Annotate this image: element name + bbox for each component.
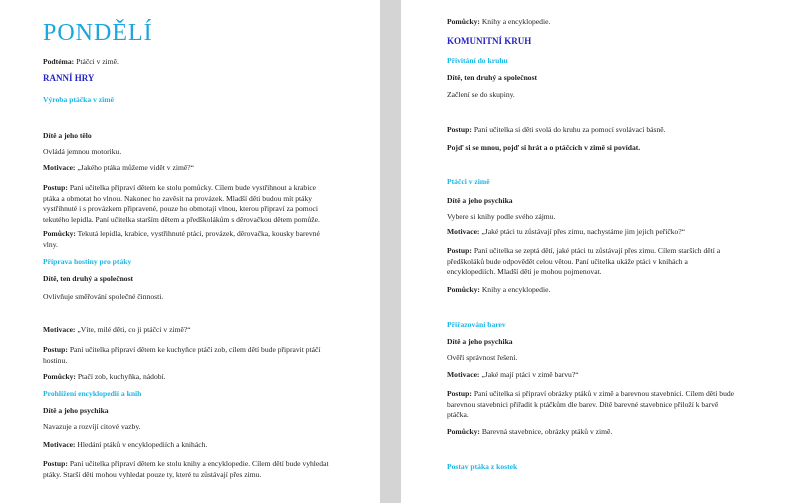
- procedure-line: tekutého lepidla. Paní učitelka starším dětem a předškolákům s děrovačkou dětem pomůže.: [43, 214, 320, 224]
- area-text-invite: Začlení se do skupiny.: [447, 90, 515, 99]
- procedure-label: Postup:: [43, 459, 68, 468]
- circle-poem: Pojď si se mnou, pojď si hrát a o ptáčcích v zimě si povídat.: [447, 143, 641, 152]
- area-text-birds: Vybere si knihy podle svého zájmu.: [447, 212, 556, 221]
- motivation-label: Motivace:: [43, 325, 76, 334]
- document-page-left: [0, 0, 380, 503]
- activity-heading-birds-winter: Ptáčci v zimě: [447, 177, 490, 186]
- procedure-text: Paní učitelka si děti svolá do kruhu za pomocí svolávací básně.: [473, 125, 666, 134]
- activity-heading-encyclopedia: Prohlížení encyklopedií a knih: [43, 389, 142, 398]
- procedure-line: Paní učitelka připraví dětem ke stolu pomůcky. Cílem bude vystřihnout a krabice: [69, 183, 317, 192]
- theme-value: Ptáčci v zimě.: [76, 57, 119, 66]
- activity-heading-colors: Přiřazování barev: [447, 320, 506, 329]
- activity-heading-bird-craft: Výroba ptáčka v zimě: [43, 95, 114, 104]
- aids-line: Tekutá lepidla, krabice, vystřihnuté ptáci, provázek, děrovačka, kousky barevné: [77, 229, 320, 238]
- procedure-line: Paní učitelka se zeptá dětí, jaké ptáci tu zůstávají přes zimu. Cílem starších dětí a: [473, 246, 721, 255]
- procedure-2: [43, 345, 373, 366]
- motivation-text: „Jaké ptáci tu zůstávají přes zimu, nachystáme jim jejich peříčko?“: [481, 227, 686, 236]
- aids-label: Pomůcky:: [447, 427, 480, 436]
- procedure-line: ptáka a obmotat ho vlnou. Nakonec ho zavěsit na provázek. Mladší děti budou mít ptáky: [43, 193, 313, 203]
- aids-top: [447, 17, 550, 28]
- area-heading-psyche-2: Dítě a jeho psychika: [447, 337, 513, 346]
- area-text-psyche: Navazuje a rozvíjí citové vazby.: [43, 422, 141, 431]
- area-heading-psyche: Dítě a jeho psychika: [447, 196, 513, 205]
- aids-text: Barevná stavebnice, obrázky ptáků v zimě.: [481, 427, 613, 436]
- aids-text: Knihy a encyklopedie.: [481, 285, 551, 294]
- motivation-label: Motivace:: [43, 440, 76, 449]
- section-heading-morning: RANNÍ HRY: [43, 73, 95, 83]
- procedure-colors: [447, 389, 787, 421]
- aids-label: Pomůcky:: [447, 17, 480, 26]
- aids-line: vlny.: [43, 239, 58, 249]
- procedure-3: [43, 459, 373, 480]
- procedure-label: Postup:: [43, 183, 68, 192]
- motivation-text: „Jakého ptáka můžeme vidět v zimě?“: [77, 163, 194, 172]
- area-heading-body: Dítě a jeho tělo: [43, 131, 92, 140]
- motivation-birds: [447, 227, 685, 238]
- motivation-3: [43, 440, 207, 451]
- procedure-line: barevnou stavebnici přiřadit k ptáčkům dle barev. Dítě barevné stavebnice přiloží k barvě: [447, 399, 719, 409]
- aids-colors: [447, 427, 612, 438]
- area-text-colors: Ověří správnost řešení.: [447, 353, 518, 362]
- procedure-1: [43, 183, 373, 225]
- motivation-colors: [447, 370, 579, 381]
- motivation-label: Motivace:: [447, 227, 480, 236]
- procedure-line: Paní učitelka připraví dětem ke kuchyňce ptáčí zob, cílem dětí bude připravit ptáčí: [69, 345, 321, 354]
- procedure-invite: [447, 125, 666, 136]
- procedure-line: ptáčka.: [447, 410, 469, 419]
- area-heading-other: Dítě, ten druhý a společnost: [447, 73, 538, 82]
- area-text-body: Ovládá jemnou motoriku.: [43, 147, 122, 156]
- procedure-line: encyklopediích. Mladší děti je mohou pojmenovat.: [447, 267, 602, 276]
- procedure-label: Postup:: [447, 389, 472, 398]
- aids-label: Pomůcky:: [43, 229, 76, 238]
- motivation-label: Motivace:: [43, 163, 76, 172]
- motivation-text: Hledání ptáků v encyklopediích a knihách.: [77, 440, 208, 449]
- motivation-1: [43, 163, 194, 174]
- aids-birds: [447, 285, 550, 296]
- motivation-text: „Víte, milé děti, co ji ptáčci v zimě?“: [77, 325, 191, 334]
- procedure-line: předškoláků bude odpovědět celou větou. Paní učitelka ukáže ptáci v knihách a: [447, 256, 688, 266]
- aids-label: Pomůcky:: [447, 285, 480, 294]
- section-heading-circle: KOMUNITNÍ KRUH: [447, 36, 532, 46]
- motivation-text: „Jaké mají ptáci v zimě barvu?“: [481, 370, 579, 379]
- procedure-line: vystřihnuté i s provázkem připravené, pouze ho obmotají vlnou, kterou připraví za pomoci: [43, 204, 318, 213]
- aids-text: Ptačí zob, kuchyňka, nádobí.: [77, 372, 166, 381]
- area-heading-other: Dítě, ten druhý a společnost: [43, 274, 134, 283]
- procedure-label: Postup:: [43, 345, 68, 354]
- motivation-2: [43, 325, 191, 336]
- theme-label: Podtéma:: [43, 57, 75, 66]
- area-heading-psyche: Dítě a jeho psychika: [43, 406, 109, 415]
- aids-1: [43, 229, 373, 250]
- aids-label: Pomůcky:: [43, 372, 76, 381]
- area-text-other: Ovlivňuje směřování společné činnosti.: [43, 292, 164, 301]
- procedure-line: Paní učitelka si připraví obrázky ptáků v zimě a barevnou stavebnici. Cílem dětí bude: [473, 389, 735, 398]
- procedure-label: Postup:: [447, 125, 472, 134]
- page-title: PONDĚLÍ: [43, 20, 153, 46]
- procedure-line: ptáky. Starší děti mohou vyhledat pouze ty, které tu zůstávají přes zimu.: [43, 469, 262, 479]
- aids-text: Knihy a encyklopedie.: [481, 17, 551, 26]
- procedure-birds: [447, 246, 787, 278]
- activity-heading-bird-blocks: Postav ptáka z kostek: [447, 462, 518, 471]
- activity-heading-feast: Příprava hostiny pro ptáky: [43, 257, 132, 266]
- theme-line: [43, 57, 119, 68]
- procedure-line: hostinu.: [43, 355, 68, 365]
- document-page-right: [401, 0, 796, 503]
- aids-2: [43, 372, 166, 383]
- procedure-line: Paní učitelka připraví dětem ke stolu knihy a encyklopedie. Cílem dětí bude vyhledat: [69, 459, 329, 468]
- procedure-label: Postup:: [447, 246, 472, 255]
- motivation-label: Motivace:: [447, 370, 480, 379]
- activity-heading-invite: Přivítání do kruhu: [447, 56, 508, 65]
